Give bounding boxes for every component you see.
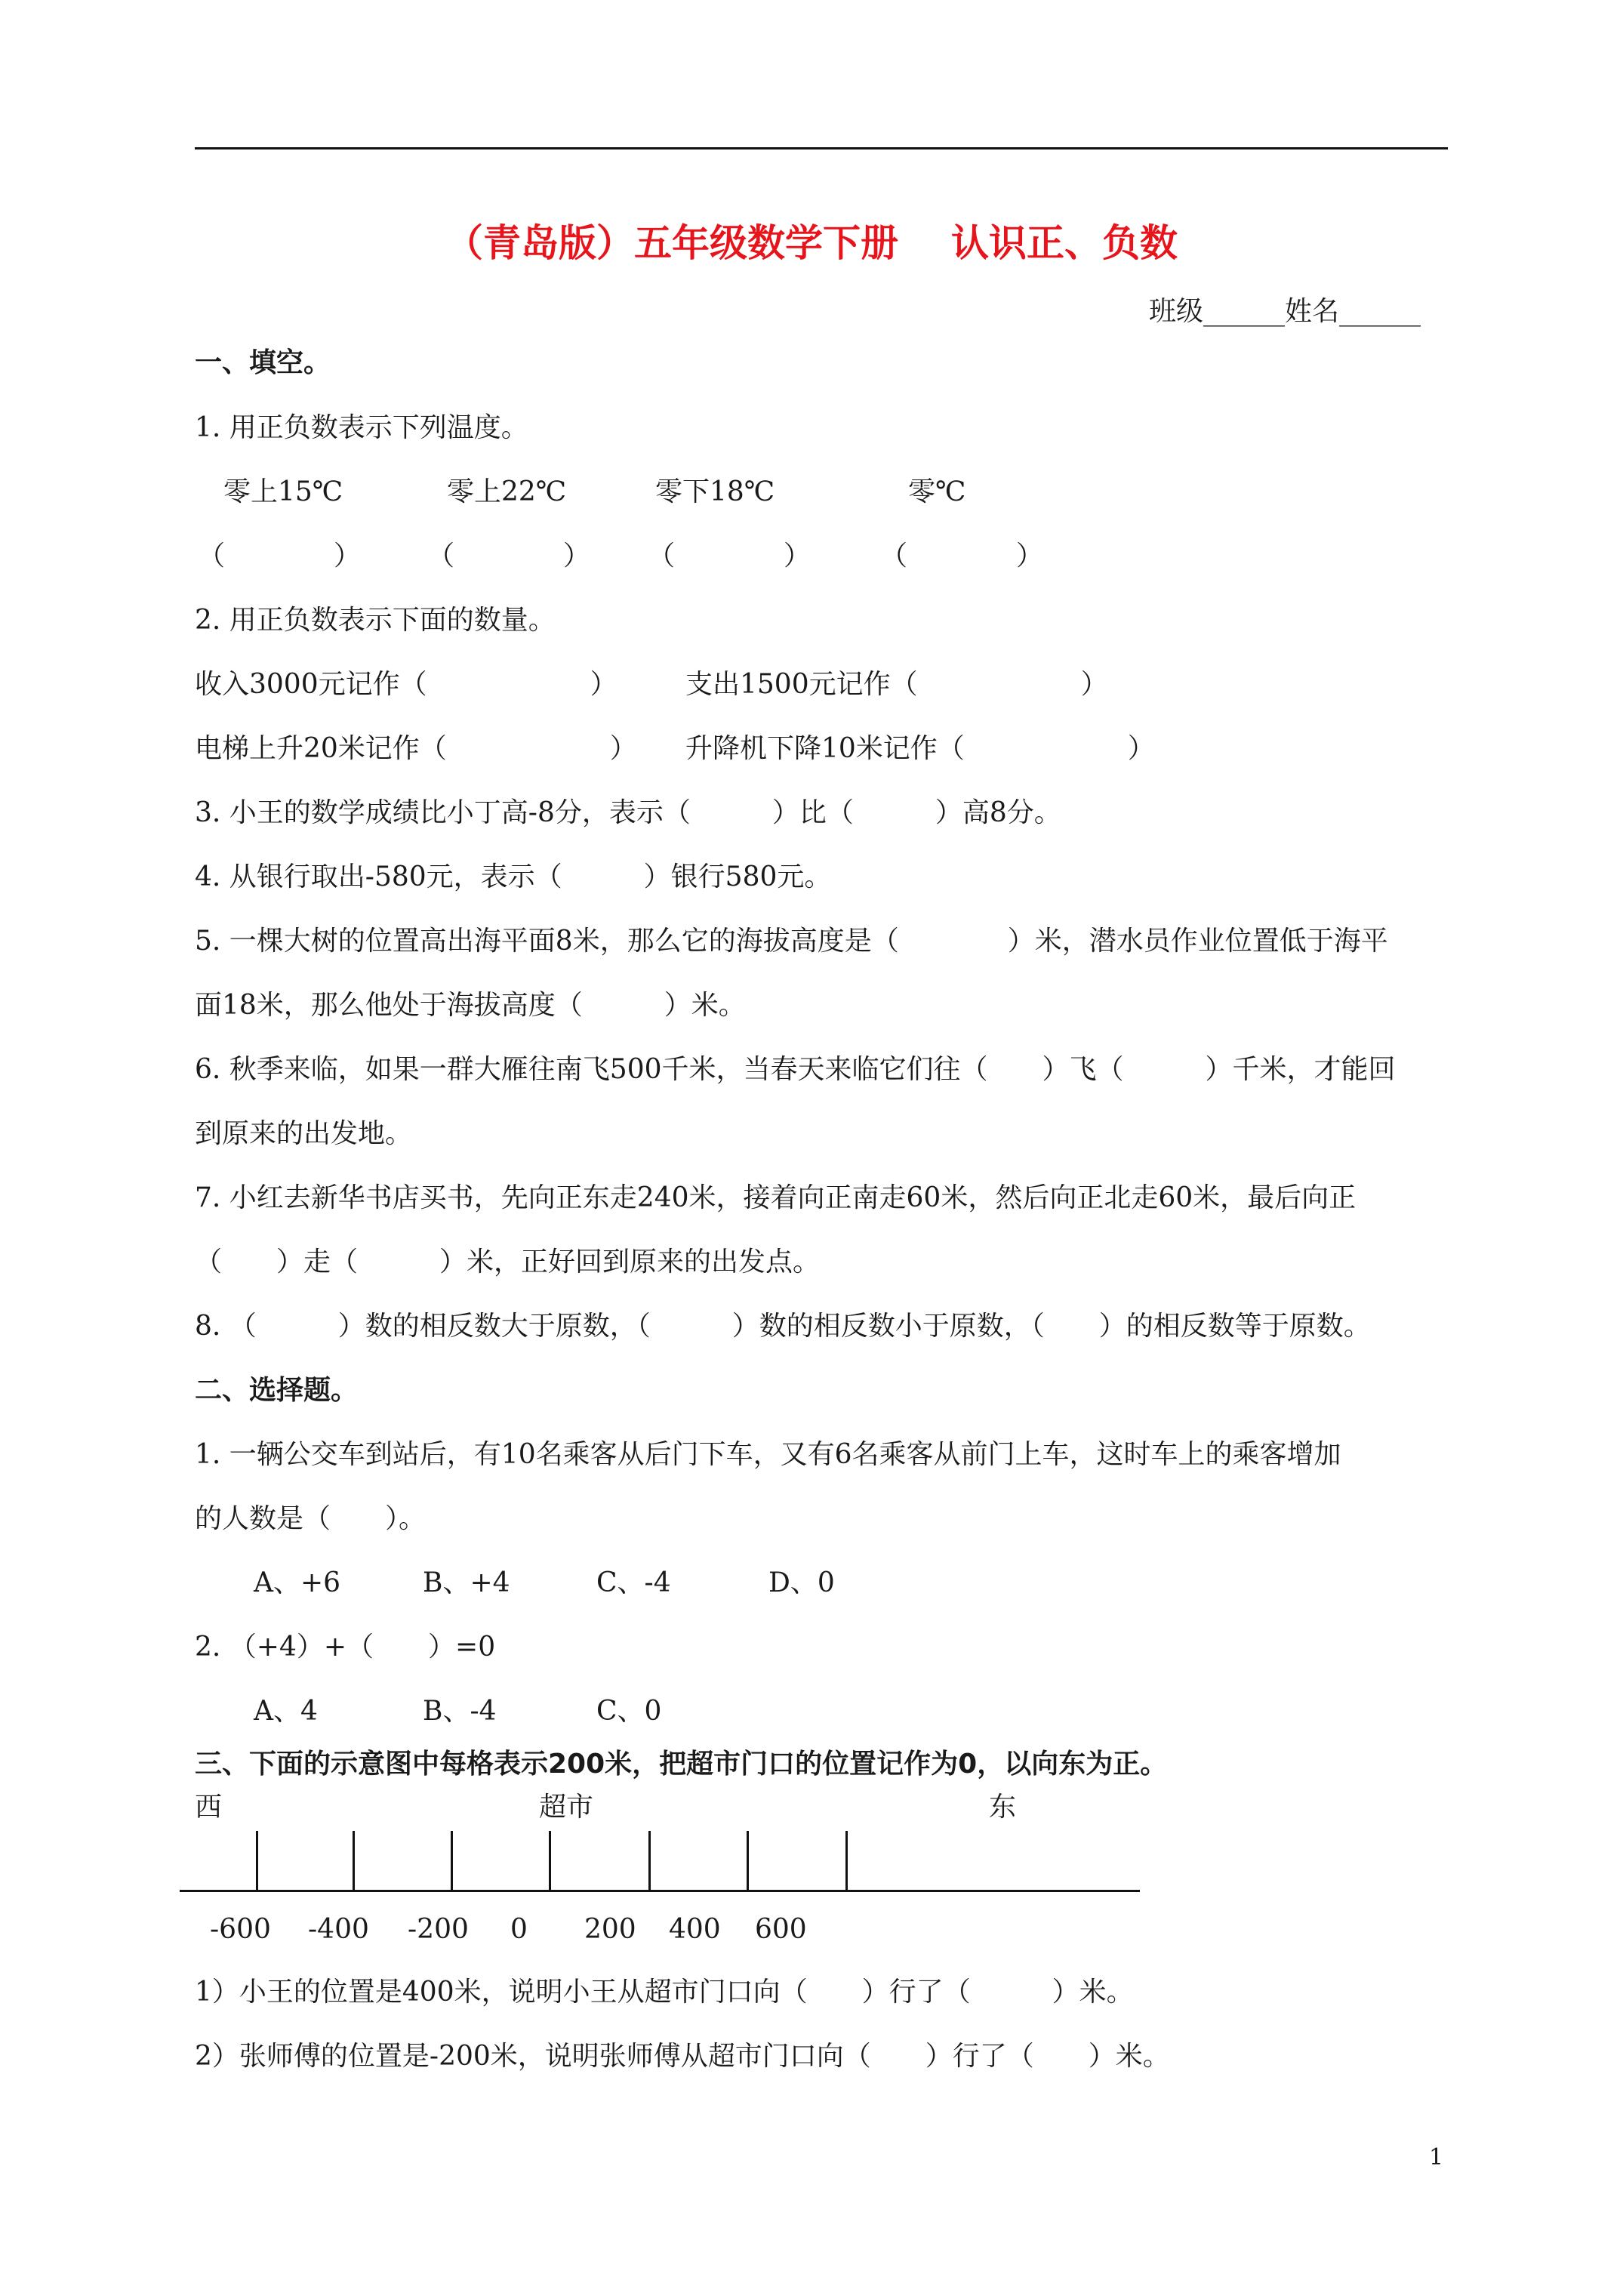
number-line-tick [549,1831,551,1891]
header-rule [195,147,1448,149]
question-1-3: 3. 小王的数学成绩比小丁高-8分，表示（ ）比（ ）高8分。 [195,797,1061,828]
option-2-1-d[interactable]: D、0 [768,1567,835,1598]
section-3-heading: 三、下面的示意图中每格表示200米，把超市门口的位置记作为0，以向东为正。 [195,1749,1168,1780]
option-2-1-b[interactable]: B、+4 [423,1567,510,1598]
question-1-1: 1. 用正负数表示下列温度。 [195,412,528,443]
number-line-tick [451,1831,453,1891]
title-part-1: （青岛版）五年级数学下册 [445,221,898,265]
question-2-2: 2. （+4）+（ ）=0 [195,1632,496,1663]
question-1-2: 2. 用正负数表示下面的数量。 [195,605,556,636]
option-2-1-a[interactable]: A、+6 [254,1567,341,1598]
question-3-1: 1）小王的位置是400米，说明小王从超市门口向（ ）行了（ ）米。 [195,1977,1134,2008]
number-line-tick [747,1831,749,1891]
tick-label: 400 [669,1914,721,1945]
class-name-line: 班级______姓名______ [1149,296,1421,327]
number-line-tick [256,1831,258,1891]
question-2-1-line-2: 的人数是（ ）。 [195,1503,427,1534]
label-west: 西 [195,1792,223,1823]
tick-label: -400 [308,1914,369,1945]
question-1-7-line-2: （ ）走（ ）米，正好回到原来的出发点。 [195,1247,821,1277]
question-1-5-line-1: 5. 一棵大树的位置高出海平面8米，那么它的海拔高度是（ ）米，潜水员作业位置低于海平 [195,926,1388,957]
question-1-5-line-2: 面18米，那么他处于海拔高度（ ）米。 [195,990,746,1021]
option-2-2-a[interactable]: A、4 [254,1696,318,1727]
question-1-2-c: 电梯上升20米记作（ ） [195,733,637,764]
number-line-axis [180,1890,1140,1892]
tick-label: 0 [510,1914,528,1945]
question-1-8: 8. （ ）数的相反数大于原数，（ ）数的相反数小于原数，（ ）的相反数等于原数。 [195,1311,1371,1342]
temp-4: 零℃ [908,476,966,507]
page-title [0,213,1623,267]
option-2-2-b[interactable]: B、-4 [423,1696,497,1727]
temp-3: 零下18℃ [655,476,775,507]
page-number: 1 [1429,2144,1444,2171]
question-1-4: 4. 从银行取出-580元，表示（ ）银行580元。 [195,861,832,892]
question-1-2-d: 升降机下降10米记作（ ） [685,733,1155,764]
label-east: 东 [989,1792,1017,1823]
question-1-7-line-1: 7. 小红去新华书店买书，先向正东走240米，接着向正南走60米，然后向正北走60米，最后向正 [195,1182,1357,1213]
answer-blank-2[interactable]: （ ） [427,541,591,572]
tick-label: -600 [210,1914,271,1945]
question-1-2-b: 支出1500元记作（ ） [685,669,1108,700]
label-supermarket: 超市 [539,1792,594,1823]
tick-label: 600 [755,1914,807,1945]
question-2-1-line-1: 1. 一辆公交车到站后，有10名乘客从后门下车，又有6名乘客从前门上车，这时车上的乘客增加 [195,1439,1341,1470]
title-part-2: 认识正、负数 [951,221,1178,265]
tick-label: -200 [408,1914,469,1945]
option-2-1-c[interactable]: C、-4 [596,1567,671,1598]
question-1-6-line-1: 6. 秋季来临，如果一群大雁往南飞500千米，当春天来临它们往（ ）飞（ ）千米，才能回 [195,1054,1396,1085]
tick-label: 200 [584,1914,636,1945]
question-3-2: 2）张师傅的位置是-200米，说明张师傅从超市门口向（ ）行了（ ）米。 [195,2041,1170,2072]
number-line-tick [845,1831,848,1891]
temp-1: 零上15℃ [223,476,343,507]
option-2-2-c[interactable]: C、0 [596,1696,662,1727]
number-line-tick [353,1831,355,1891]
answer-blank-1[interactable]: （ ） [198,541,362,572]
question-1-6-line-2: 到原来的出发地。 [195,1118,413,1149]
temp-2: 零上22℃ [447,476,567,507]
number-line-tick [648,1831,651,1891]
question-1-2-a: 收入3000元记作（ ） [195,669,617,700]
section-2-heading: 二、选择题。 [195,1375,359,1406]
section-1-heading: 一、填空。 [195,347,331,378]
answer-blank-4[interactable]: （ ） [880,541,1044,572]
answer-blank-3[interactable]: （ ） [648,541,812,572]
